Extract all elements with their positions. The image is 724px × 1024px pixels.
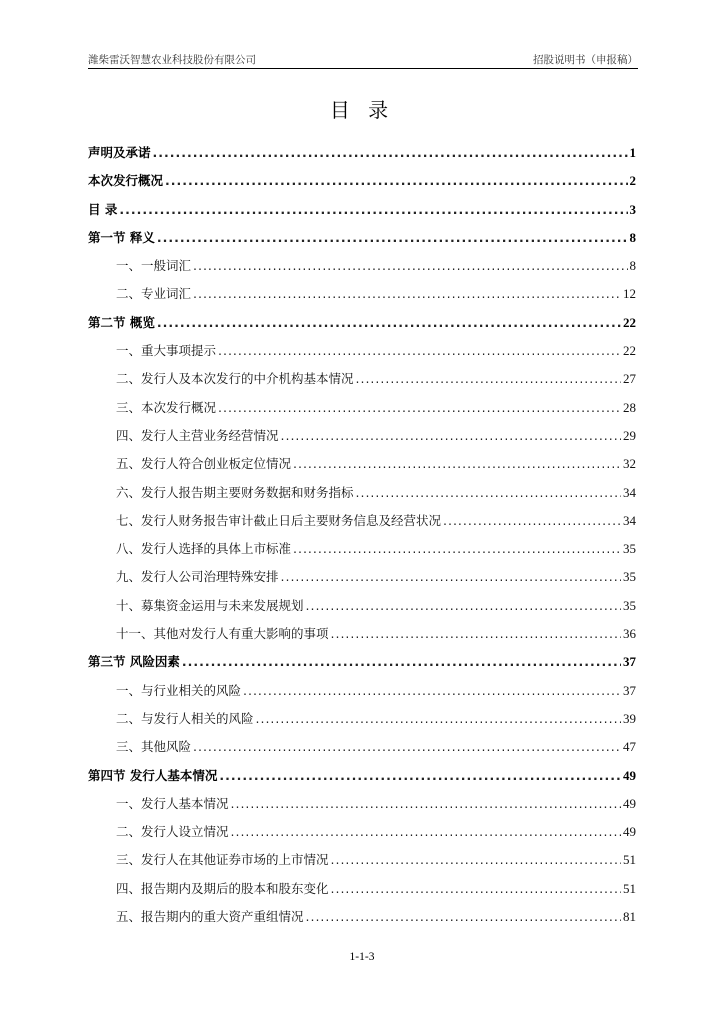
toc-leader-dots <box>218 400 621 415</box>
toc-entry-page: 36 <box>623 626 636 642</box>
toc-chapter-entry[interactable] <box>88 200 636 228</box>
toc-leader-dots <box>281 428 621 443</box>
toc-section-entry[interactable] <box>88 624 636 652</box>
toc-leader-dots <box>243 683 621 698</box>
toc-leader-dots <box>356 371 621 386</box>
toc-entry-page: 49 <box>623 824 636 840</box>
toc-entry-page: 47 <box>623 739 636 755</box>
toc-section-entry[interactable] <box>88 341 636 369</box>
toc-leader-dots <box>306 598 621 613</box>
page-header <box>88 52 638 67</box>
toc-entry-page: 35 <box>623 541 636 557</box>
toc-leader-dots <box>331 626 621 641</box>
toc-entry-page: 35 <box>623 569 636 585</box>
toc-leader-dots <box>165 173 627 188</box>
toc-entry-page: 39 <box>623 710 636 726</box>
toc-entry-label: 三、其他风险 <box>116 739 192 755</box>
toc-chapter-entry[interactable] <box>88 228 636 256</box>
toc-section-entry[interactable] <box>88 737 636 765</box>
toc-entry-page: 2 <box>629 173 636 189</box>
header-doc-type: 招股说明书（申报稿） <box>533 54 638 66</box>
toc-entry-label: 十一、其他对发行人有重大影响的事项 <box>116 626 329 642</box>
toc-section-entry[interactable] <box>88 681 636 709</box>
toc-entry-label: 四、报告期内及期后的股本和股东变化 <box>116 880 329 896</box>
toc-entry-label: 一、重大事项提示 <box>116 343 217 359</box>
toc-leader-dots <box>231 796 621 811</box>
toc-entry-label: 九、发行人公司治理特殊安排 <box>116 569 279 585</box>
toc-section-entry[interactable] <box>88 567 636 595</box>
toc-entry-page: 22 <box>623 343 636 359</box>
toc-leader-dots <box>157 230 628 245</box>
toc-entry-label: 一、发行人基本情况 <box>116 795 229 811</box>
toc-leader-dots <box>153 145 628 160</box>
toc-entry-page: 37 <box>623 654 636 670</box>
toc-section-entry[interactable] <box>88 907 636 935</box>
toc-leader-dots <box>331 852 621 867</box>
toc-entry-label: 三、发行人在其他证券市场的上市情况 <box>116 852 329 868</box>
toc-leader-dots <box>119 202 627 217</box>
toc-entry-page: 37 <box>623 682 636 698</box>
toc-leader-dots <box>193 258 627 273</box>
toc-leader-dots <box>182 654 621 669</box>
toc-leader-dots <box>281 569 621 584</box>
toc-leader-dots <box>293 541 621 556</box>
table-of-contents <box>88 143 636 935</box>
toc-section-entry[interactable] <box>88 454 636 482</box>
toc-entry-label: 三、本次发行概况 <box>116 399 217 415</box>
toc-entry-page: 29 <box>623 427 636 443</box>
page-title: 目 录 <box>329 98 395 122</box>
toc-entry-page: 27 <box>623 371 636 387</box>
toc-section-entry[interactable] <box>88 426 636 454</box>
toc-section-entry[interactable] <box>88 483 636 511</box>
toc-leader-dots <box>356 485 621 500</box>
toc-entry-label: 第一节 释义 <box>88 229 155 245</box>
toc-entry-page: 28 <box>623 399 636 415</box>
toc-leader-dots <box>306 909 621 924</box>
toc-section-entry[interactable] <box>88 284 636 312</box>
toc-section-entry[interactable] <box>88 709 636 737</box>
toc-entry-label: 目 录 <box>88 201 118 217</box>
toc-section-entry[interactable] <box>88 369 636 397</box>
toc-leader-dots <box>157 315 621 330</box>
toc-entry-label: 二、发行人设立情况 <box>116 824 229 840</box>
toc-entry-label: 十、募集资金运用与未来发展规划 <box>116 597 304 613</box>
toc-leader-dots <box>443 513 621 528</box>
toc-entry-page: 51 <box>623 880 636 896</box>
toc-chapter-entry[interactable] <box>88 313 636 341</box>
toc-entry-label: 二、专业词汇 <box>116 286 192 302</box>
toc-section-entry[interactable] <box>88 596 636 624</box>
toc-entry-label: 六、发行人报告期主要财务数据和财务指标 <box>116 484 354 500</box>
toc-section-entry[interactable] <box>88 850 636 878</box>
toc-leader-dots <box>256 711 621 726</box>
page-number: 1-1-3 <box>349 951 375 963</box>
toc-entry-page: 81 <box>623 909 636 925</box>
toc-chapter-entry[interactable] <box>88 171 636 199</box>
toc-leader-dots <box>193 739 621 754</box>
header-company: 潍柴雷沃智慧农业科技股份有限公司 <box>88 54 256 66</box>
toc-section-entry[interactable] <box>88 822 636 850</box>
toc-entry-page: 32 <box>623 456 636 472</box>
toc-entry-label: 二、与发行人相关的风险 <box>116 710 254 726</box>
toc-chapter-entry[interactable] <box>88 143 636 171</box>
toc-section-entry[interactable] <box>88 511 636 539</box>
toc-section-entry[interactable] <box>88 398 636 426</box>
toc-entry-page: 51 <box>623 852 636 868</box>
toc-entry-label: 第四节 发行人基本情况 <box>88 767 218 783</box>
toc-entry-page: 12 <box>623 286 636 302</box>
toc-entry-page: 34 <box>623 484 636 500</box>
toc-entry-label: 八、发行人选择的具体上市标准 <box>116 541 292 557</box>
toc-entry-label: 第二节 概览 <box>88 314 155 330</box>
toc-section-entry[interactable] <box>88 879 636 907</box>
toc-leader-dots <box>331 881 621 896</box>
toc-entry-page: 49 <box>623 767 636 783</box>
toc-entry-page: 35 <box>623 597 636 613</box>
toc-leader-dots <box>293 456 621 471</box>
toc-entry-label: 第三节 风险因素 <box>88 654 180 670</box>
toc-chapter-entry[interactable] <box>88 766 636 794</box>
toc-entry-label: 声明及承诺 <box>88 145 151 160</box>
toc-entry-page: 34 <box>623 512 636 528</box>
toc-section-entry[interactable] <box>88 794 636 822</box>
toc-entry-label: 本次发行概况 <box>88 173 164 189</box>
toc-entry-label: 四、发行人主营业务经营情况 <box>116 427 279 443</box>
toc-entry-label: 一、一般词汇 <box>116 258 192 274</box>
toc-entry-page: 49 <box>623 795 636 811</box>
toc-entry-label: 七、发行人财务报告审计截止日后主要财务信息及经营状况 <box>116 512 442 528</box>
toc-chapter-entry[interactable] <box>88 652 636 680</box>
toc-entry-label: 二、发行人及本次发行的中介机构基本情况 <box>116 371 354 387</box>
toc-leader-dots <box>193 286 621 301</box>
toc-leader-dots <box>218 343 621 358</box>
toc-section-entry[interactable] <box>88 539 636 567</box>
header-divider <box>88 68 638 69</box>
toc-entry-label: 一、与行业相关的风险 <box>116 682 242 698</box>
toc-entry-page: 22 <box>623 314 636 330</box>
toc-entry-label: 五、报告期内的重大资产重组情况 <box>116 909 304 925</box>
toc-entry-label: 五、发行人符合创业板定位情况 <box>116 456 292 472</box>
toc-entry-page: 8 <box>629 258 636 274</box>
toc-entry-page: 1 <box>629 145 636 160</box>
toc-leader-dots <box>219 768 621 783</box>
toc-entry-page: 3 <box>629 201 636 217</box>
toc-leader-dots <box>231 824 621 839</box>
toc-entry-page: 8 <box>629 229 636 245</box>
toc-section-entry[interactable] <box>88 256 636 284</box>
